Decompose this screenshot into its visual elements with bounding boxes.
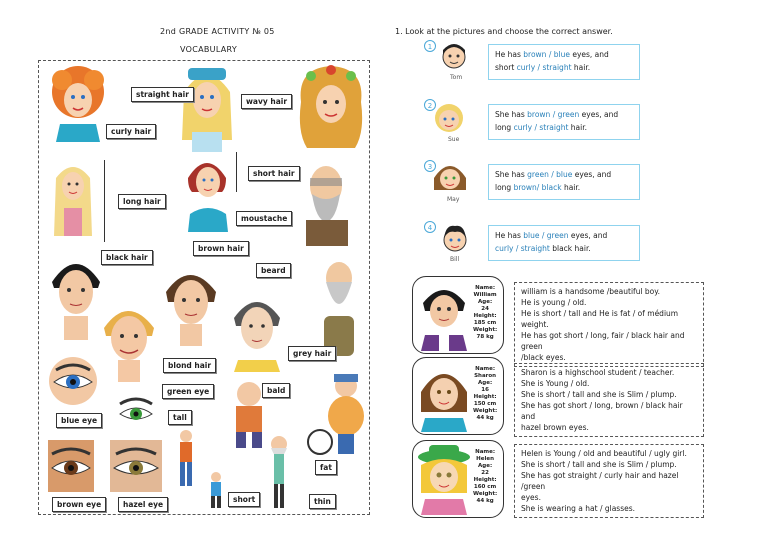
info-value: 22 (481, 470, 489, 476)
label-bald: bald (262, 383, 290, 398)
wavy-hair-picture (297, 62, 365, 152)
label-grey-hair: grey hair (288, 346, 336, 361)
blue-eye-picture (48, 356, 98, 406)
fat-picture (306, 372, 370, 462)
thin-picture (262, 434, 296, 508)
exercise-box (488, 104, 640, 140)
info-label: Weight: (473, 491, 498, 497)
green-eye-picture (116, 392, 156, 432)
description-line: He is young / old. (521, 298, 587, 307)
sentence-text: hair. (568, 123, 588, 132)
info-label: Age: (478, 463, 493, 469)
label-blond-hair: blond hair (163, 358, 216, 373)
choice-options[interactable]: green / blue (527, 170, 573, 179)
short-picture (206, 470, 226, 508)
info-value: 78 kg (476, 334, 494, 340)
long-hair-picture (48, 158, 98, 238)
label-fat: fat (315, 460, 337, 475)
straight-hair-picture (178, 62, 236, 152)
choice-options[interactable]: blue / green (523, 231, 569, 240)
sentence-text: He has (495, 50, 524, 59)
info-value: 44 kg (476, 415, 494, 421)
info-label: Name: (475, 366, 496, 372)
info-label: Height: (473, 313, 497, 319)
profile-description-helen (514, 444, 704, 518)
info-value: William (473, 292, 497, 298)
blond-hair-picture (98, 298, 160, 382)
brown-eye-picture (48, 440, 94, 492)
tall-picture (172, 428, 200, 488)
info-label: Age: (478, 299, 493, 305)
description-line: She is wearing a hat / glasses. (521, 504, 636, 513)
label-tall: tall (168, 410, 192, 425)
beard-picture (316, 256, 362, 356)
info-value: 185 cm (473, 320, 497, 326)
label-short: short (228, 492, 260, 507)
sentence-text: eyes, and (568, 231, 608, 240)
description-line: She is Young / old. (521, 379, 590, 388)
label-wavy-hair: wavy hair (241, 94, 292, 109)
sentence-text: hair. (571, 63, 591, 72)
tom-face-picture (440, 42, 468, 72)
label-brown-eye: brown eye (52, 497, 106, 512)
label-blue-eye: blue eye (56, 413, 102, 428)
label-short-hair: short hair (248, 166, 300, 181)
info-label: Name: (475, 449, 496, 455)
sentence-text: eyes, and (569, 50, 609, 59)
black-hair-picture (46, 252, 106, 340)
exercise-number: 1 (424, 40, 436, 52)
short-hair-picture (182, 152, 232, 232)
exercise-box (488, 44, 640, 80)
label-beard: beard (256, 263, 291, 278)
choice-options[interactable]: brown/ black (513, 183, 562, 192)
william-picture (417, 281, 471, 351)
brown-hair-picture (160, 262, 222, 346)
exercise-name: Sue (448, 136, 460, 143)
info-label: Age: (478, 380, 493, 386)
sentence-text: hair. (561, 183, 581, 192)
info-value: 150 cm (473, 401, 497, 407)
info-value: 44 kg (476, 498, 494, 504)
profile-card-helen (412, 440, 504, 518)
sentence-text: She has (495, 170, 528, 179)
profile-info (473, 366, 497, 422)
label-hazel-eye: hazel eye (118, 497, 168, 512)
profile-description-william (514, 282, 704, 367)
label-thin: thin (309, 494, 336, 509)
grey-hair-picture (228, 290, 286, 372)
label-green-eye: green eye (162, 384, 214, 399)
description-line: hazel brown eyes. (521, 423, 589, 432)
bill-face-picture (440, 224, 470, 254)
profile-description-sharon (514, 363, 704, 437)
hazel-eye-picture (110, 440, 162, 492)
label-brown-hair: brown hair (193, 241, 249, 256)
info-value: 24 (481, 306, 489, 312)
info-label: Weight: (473, 408, 498, 414)
profile-card-william (412, 276, 504, 354)
moustache-picture (296, 160, 358, 246)
info-value: 160 cm (473, 484, 497, 490)
exercise-number: 3 (424, 160, 436, 172)
label-moustache: moustache (236, 211, 292, 226)
may-face-picture (432, 160, 468, 194)
description-line: She is short / tall and she is Slim / plump. (521, 460, 677, 469)
description-line: william is a handsome /beautiful boy. (521, 287, 661, 296)
info-label: Height: (473, 394, 497, 400)
curly-hair-picture (48, 62, 108, 142)
sentence-text: He has (495, 231, 524, 240)
description-line: She is short / tall and she is Slim / plump. (521, 390, 677, 399)
label-long-hair: long hair (118, 194, 166, 209)
short-hair-arrow (236, 152, 237, 192)
description-line: eyes. (521, 493, 541, 502)
sentence-text: eyes, and (572, 170, 612, 179)
description-line: Sharon is a highschool student / teacher. (521, 368, 675, 377)
profile-card-sharon (412, 357, 504, 435)
choice-options[interactable]: curly / straight (513, 123, 569, 132)
exercise-number: 2 (424, 99, 436, 111)
long-hair-arrow (104, 160, 105, 242)
exercise-box (488, 164, 640, 200)
sentence-text: long (495, 123, 514, 132)
section-title: VOCABULARY (180, 45, 238, 54)
choice-options[interactable]: brown / green (527, 110, 580, 119)
exercise-name: Bill (450, 256, 460, 263)
choice-options[interactable]: brown / blue (523, 50, 570, 59)
sue-face-picture (432, 102, 466, 134)
choice-options[interactable]: curly / straight (516, 63, 572, 72)
info-value: 16 (481, 387, 489, 393)
info-label: Name: (475, 285, 496, 291)
exercise-name: Tom (450, 74, 463, 81)
label-curly-hair: curly hair (106, 124, 156, 139)
sentence-text: short (495, 63, 517, 72)
label-black-hair: black hair (101, 250, 153, 265)
helen-picture (415, 443, 473, 515)
label-straight-hair: straight hair (131, 87, 194, 102)
exercise-name: May (447, 196, 460, 203)
sentence-text: eyes, and (579, 110, 619, 119)
sharon-picture (417, 362, 471, 432)
sentence-text: black hair. (549, 244, 591, 253)
profile-info (473, 285, 497, 341)
description-line: She has got straight / curly hair and hazel /green (521, 471, 679, 491)
exercise-box (488, 225, 640, 261)
description-line: /black eyes. (521, 353, 566, 362)
sentence-text: long (495, 183, 514, 192)
exercise-instruction: 1. Look at the pictures and choose the correct answer. (395, 27, 613, 36)
exercise-number: 4 (424, 221, 436, 233)
info-value: Helen (476, 456, 495, 462)
profile-info (473, 449, 497, 505)
info-label: Weight: (473, 327, 498, 333)
info-label: Height: (473, 477, 497, 483)
description-line: She has got short / long, brown / black hair and (521, 401, 683, 421)
info-value: Sharon (474, 373, 497, 379)
activity-title: 2nd GRADE ACTIVITY № 05 (160, 27, 275, 36)
description-line: He is short / tall and He is fat / of médium weight. (521, 309, 679, 329)
description-line: Helen is Young / old and beautiful / ugly girl. (521, 449, 687, 458)
choice-options[interactable]: curly / straight (495, 244, 550, 253)
description-line: He has got short / long, fair / black hair and green (521, 331, 685, 351)
sentence-text: She has (495, 110, 528, 119)
